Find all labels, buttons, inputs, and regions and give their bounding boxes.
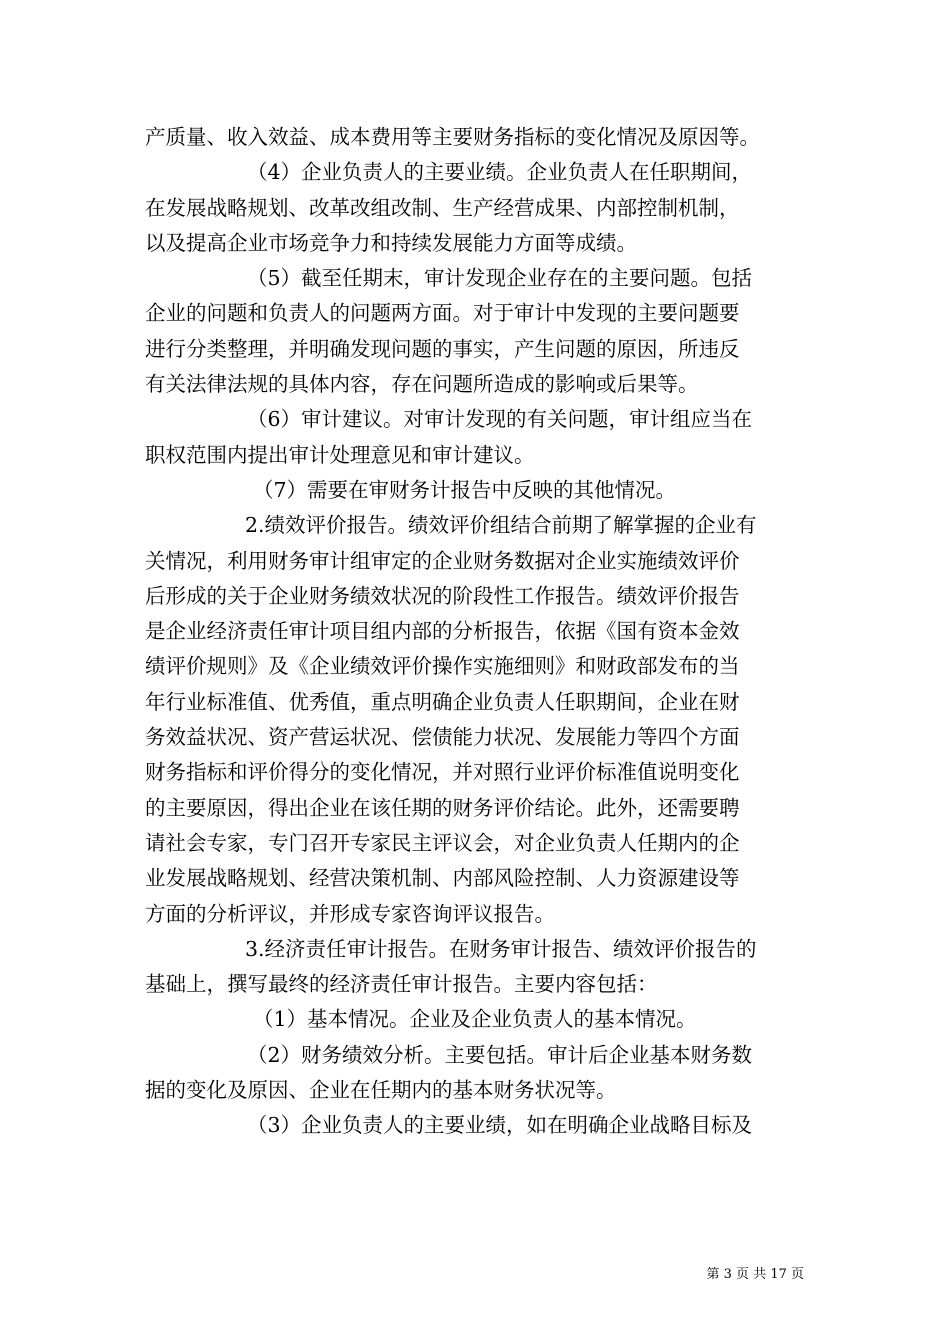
paragraph-line: 方面的分析评议，并形成专家咨询评议报告。 — [145, 901, 555, 926]
paragraph-line: （5）截至任期末，审计发现企业存在的主要问题。包括 — [247, 266, 753, 291]
paragraph-line: 务效益状况、资产营运状况、偿债能力状况、发展能力等四个方面 — [145, 725, 740, 750]
paragraph-line: （2）财务绩效分析。主要包括。审计后企业基本财务数 — [247, 1042, 753, 1067]
paragraph-line: （3）企业负责人的主要业绩，如在明确企业战略目标及 — [247, 1113, 753, 1138]
paragraph-line: 在发展战略规划、改革改组改制、生产经营成果、内部控制机制， — [145, 195, 740, 220]
body-text — [145, 120, 813, 1144]
paragraph-line: （7）需要在审财务计报告中反映的其他情况。 — [253, 477, 677, 502]
paragraph-line: 产质量、收入效益、成本费用等主要财务指标的变化情况及原因等。 — [145, 125, 760, 149]
paragraph-line: 有关法律法规的具体内容，存在问题所造成的影响或后果等。 — [145, 372, 699, 397]
paragraph-line: 基础上，撰写最终的经济责任审计报告。主要内容包括： — [145, 972, 658, 997]
paragraph-line: （4）企业负责人的主要业绩。企业负责人在任职期间， — [247, 160, 753, 185]
paragraph-line: 据的变化及原因、企业在任期内的基本财务状况等。 — [145, 1078, 617, 1103]
paragraph-line: 绩评价规则》及《企业绩效评价操作实施细则》和财政部发布的当 — [145, 654, 740, 679]
paragraph-line: 职权范围内提出审计处理意见和审计建议。 — [145, 442, 535, 467]
paragraph-line: （1）基本情况。企业及企业负责人的基本情况。 — [253, 1007, 697, 1032]
paragraph-line: 是企业经济责任审计项目组内部的分析报告，依据《国有资本金效 — [145, 619, 740, 644]
paragraph-line: （6）审计建议。对审计发现的有关问题，审计组应当在 — [247, 407, 753, 432]
paragraph-line: 的主要原因，得出企业在该任期的财务评价结论。此外，还需要聘 — [145, 795, 740, 820]
paragraph-line: 年行业标准值、优秀值，重点明确企业负责人任职期间，企业在财 — [145, 689, 740, 714]
page-number-footer: 第 3 页 共 17 页 — [706, 1267, 804, 1282]
paragraph-line: 请社会专家，专门召开专家民主评议会，对企业负责人任期内的企 — [145, 830, 740, 855]
paragraph-line: 企业的问题和负责人的问题两方面。对于审计中发现的主要问题要 — [145, 301, 740, 326]
paragraph-line: 3.经济责任审计报告。在财务审计报告、绩效评价报告的 — [245, 936, 757, 961]
paragraph-line: 关情况，利用财务审计组审定的企业财务数据对企业实施绩效评价 — [145, 548, 740, 573]
paragraph-line: 业发展战略规划、经营决策机制、内部风险控制、人力资源建设等 — [145, 866, 740, 891]
paragraph-line: 后形成的关于企业财务绩效状况的阶段性工作报告。绩效评价报告 — [145, 583, 740, 608]
paragraph-line: 进行分类整理，并明确发现问题的事实，产生问题的原因，所违反 — [145, 336, 740, 361]
paragraph-line: 财务指标和评价得分的变化情况，并对照行业评价标准值说明变化 — [145, 760, 740, 785]
paragraph-line: 2.绩效评价报告。绩效评价组结合前期了解掌握的企业有 — [245, 513, 757, 538]
paragraph-line: 以及提高企业市场竞争力和持续发展能力方面等成绩。 — [145, 230, 637, 255]
